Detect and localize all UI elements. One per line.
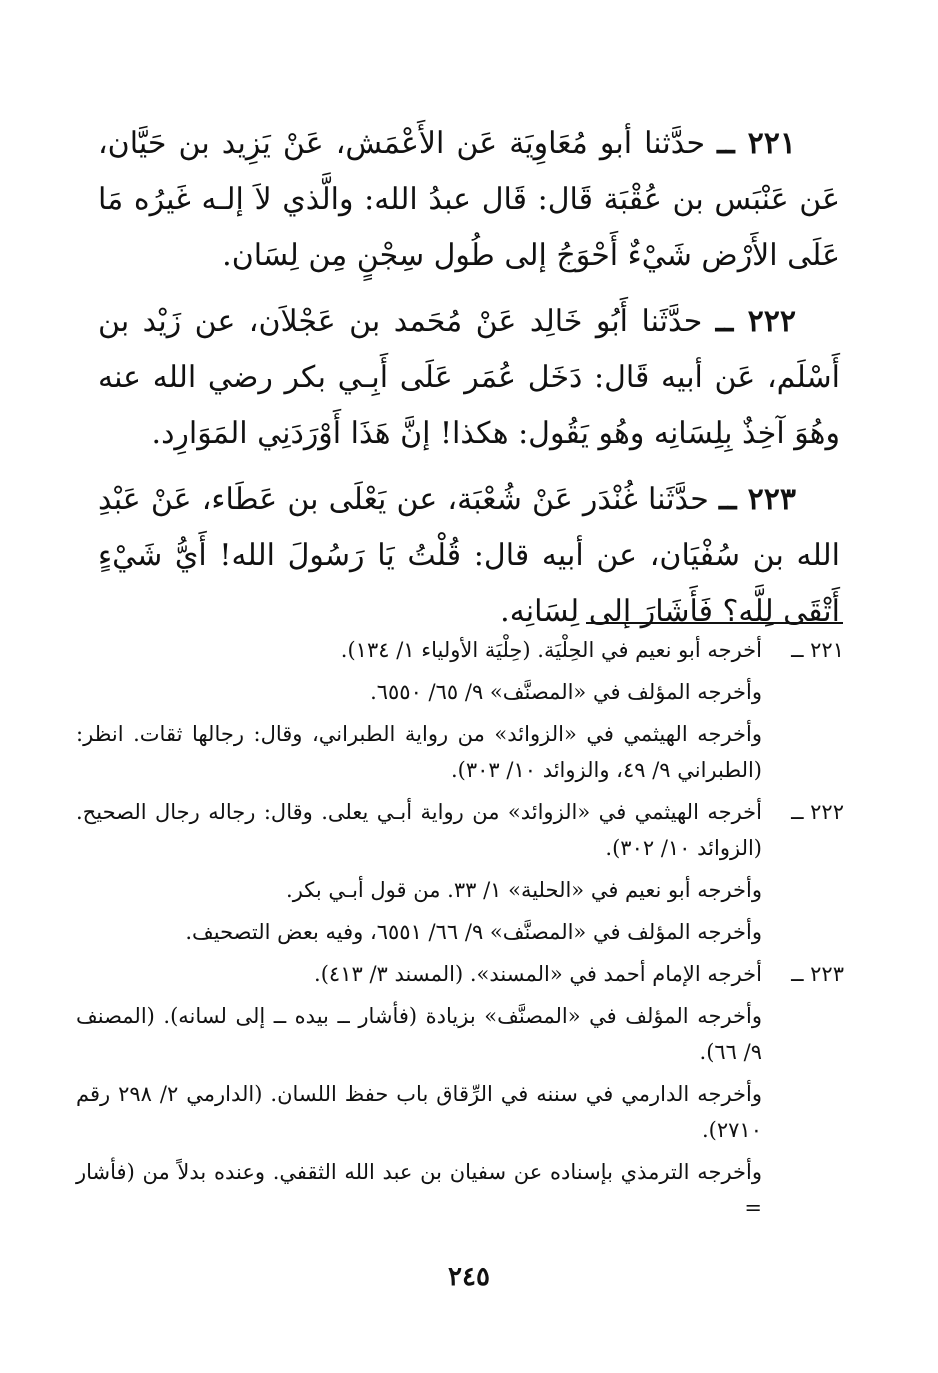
hadith-222 — [98, 294, 840, 462]
footnote-line: وأخرجه الترمذي بإسناده عن سفيان بن عبد الله الثقفي. وعنده بدلاً من (فأشار = — [76, 1160, 762, 1220]
footnote-number: ٢٢٢ ــ — [791, 800, 844, 824]
footnote-222 — [76, 794, 844, 950]
hadith-number: ٢٢١ ــ — [717, 126, 797, 161]
footnote-221 — [76, 632, 844, 788]
footnote-223 — [76, 956, 844, 1226]
footnote-line: وأخرجه المؤلف في «المصنَّف» ٩/ ٦٦/ ٦٥٥١، وفيه بعض التصحيف. — [185, 920, 762, 944]
footnote-line: أخرجه أبو نعيم في الحِلْيَة. (حِلْيَة الأولياء ١/ ١٣٤). — [340, 638, 762, 662]
hadith-number: ٢٢٣ ــ — [719, 482, 796, 517]
hadith-223 — [98, 472, 840, 640]
hadith-text: حدَّثَنا غُنْدَر عَنْ شُعْبَة، عن يَعْلَى بن عَطَاء، عَنْ عَبْدِ الله بن سُفْيَان، عن أبيه قال: قُلْتُ يَا رَسُولَ الله! أَيُّ شَيْءٍ أَتْقَى لِلَّه؟ فَأَشَارَ إلى لِسَانِه. — [98, 482, 840, 629]
footnote-divider — [586, 622, 843, 624]
hadith-text: حدَّثنا أبو مُعَاوِيَة عَن الأَعْمَش، عَنْ يَزِيد بن حَيَّان، عَن عَنْبَس بن عُقْبَة قَال: قَال عبدُ الله: والَّذي لاَ إلـه غَيرُه مَا عَلَى الأَرْض شَيْءٌ أَحْوَجُ إلى طُول سِجْنٍ مِن لِسَان. — [98, 126, 840, 273]
footnote-line: وأخرجه المؤلف في «المصنَّف» بزيادة (فأشار ــ بيده ــ إلى لسانه). (المصنف ٩/ ٦٦). — [76, 1004, 762, 1064]
footnote-line: وأخرجه الهيثمي في «الزوائد» من رواية الطبراني، وقال: رجالها ثقات. انظر: (الطبراني ٩/ ٤٩، والزوائد ١٠/ ٣٠٣). — [76, 722, 762, 782]
footnote-line: وأخرجه الدارمي في سننه في الرِّقاق باب حفظ اللسان. (الدارمي ٢/ ٢٩٨ رقم ٢٧١٠). — [76, 1082, 762, 1142]
footnote-line: وأخرجه أبو نعيم في «الحلية» ١/ ٣٣. من قول أبـي بكر. — [286, 878, 762, 902]
main-text — [98, 116, 840, 650]
footnote-line: وأخرجه المؤلف في «المصنَّف» ٩/ ٦٥/ ٦٥٥٠. — [370, 680, 762, 704]
footnote-line: أخرجه الإمام أحمد في «المسند». (المسند ٣/ ٤١٣). — [314, 962, 762, 986]
footnotes — [76, 632, 844, 1232]
hadith-text: حدَّثَنا أَبُو خَالِد عَنْ مُحَمد بن عَجْلاَن، عن زَيْد بن أَسْلَم، عَن أبيه قَال: دَخَل عُمَر عَلَى أَبِـي بكر رضي الله عنه وهُوَ آخِذٌ بِلِسَانِه وهُو يَقُول: هكذا! إنَّ هَذَا أَوْرَدَنِي المَوَارِد. — [98, 304, 840, 451]
hadith-221 — [98, 116, 840, 284]
page-number: ٢٤٥ — [448, 1262, 490, 1292]
footnote-line: أخرجه الهيثمي في «الزوائد» من رواية أبـي يعلى. وقال: رجاله رجال الصحيح. (الزوائد ١٠/ ٣٠٢). — [76, 800, 762, 860]
hadith-number: ٢٢٢ ــ — [715, 304, 796, 339]
footnote-number: ٢٢٣ ــ — [791, 962, 844, 986]
footnote-number: ٢٢١ ــ — [791, 638, 844, 662]
